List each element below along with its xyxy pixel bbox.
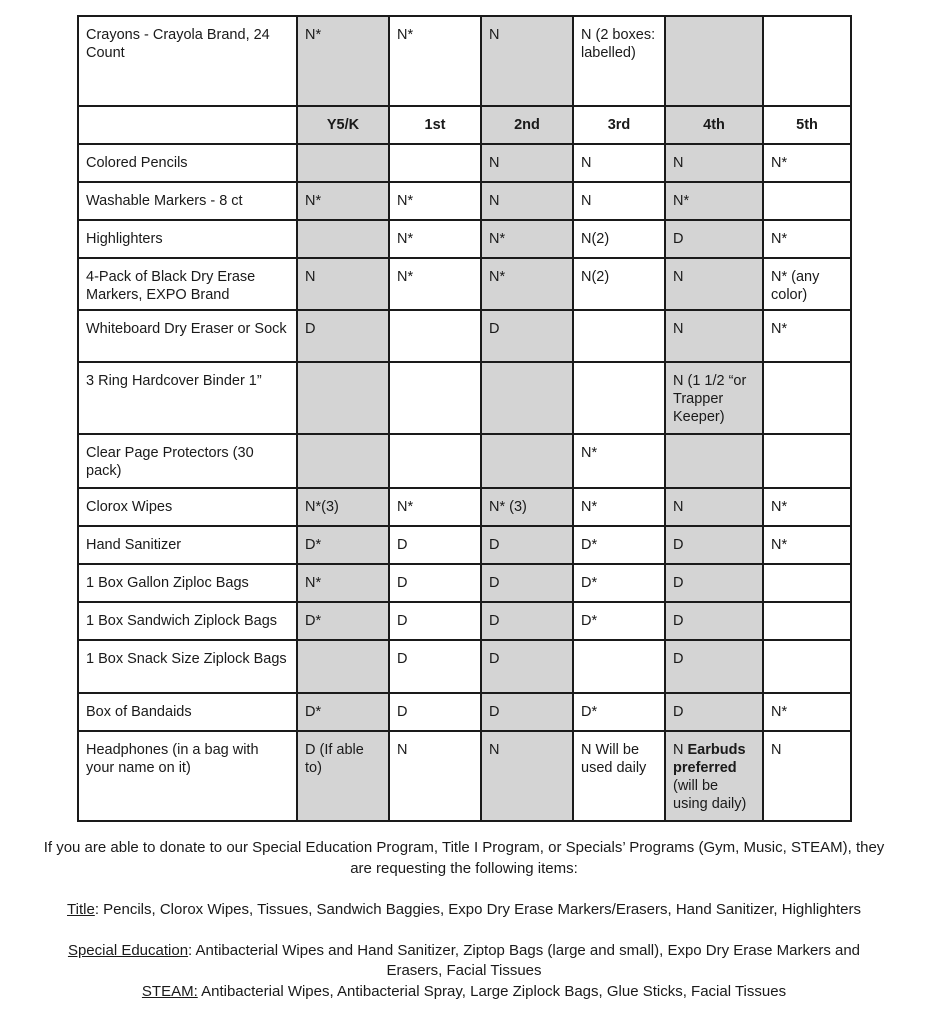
cell-value: N* (3) bbox=[489, 499, 527, 515]
item-name-cell: Box of Bandaids bbox=[78, 693, 297, 731]
grade-value-cell bbox=[573, 731, 665, 821]
grade-value-cell bbox=[389, 258, 481, 310]
cell-value: D bbox=[489, 651, 500, 667]
cell-value: N bbox=[673, 742, 684, 758]
grade-value-cell bbox=[665, 362, 763, 434]
cell-value: D bbox=[673, 575, 684, 591]
grade-value-cell bbox=[481, 220, 573, 258]
grade-value-cell bbox=[763, 731, 851, 821]
grade-value-cell bbox=[665, 182, 763, 220]
grade-value-cell bbox=[481, 526, 573, 564]
grade-value-cell bbox=[389, 144, 481, 182]
cell-value: D bbox=[673, 231, 684, 247]
cell-value: D bbox=[397, 651, 408, 667]
grade-value-cell bbox=[665, 640, 763, 693]
cell-value: D* bbox=[305, 537, 322, 553]
grade-value-cell bbox=[297, 362, 389, 434]
grade-value-cell bbox=[297, 310, 389, 362]
grade-header: 5th bbox=[763, 106, 851, 144]
cell-value: N* bbox=[489, 269, 506, 285]
cell-value: D bbox=[489, 613, 500, 629]
grade-value-cell bbox=[665, 434, 763, 488]
item-name-cell: Crayons - Crayola Brand, 24 Count bbox=[78, 16, 297, 106]
item-name-cell: Whiteboard Dry Eraser or Sock bbox=[78, 310, 297, 362]
cell-value: N* bbox=[397, 231, 414, 247]
table-row bbox=[78, 16, 851, 106]
grade-value-cell bbox=[389, 220, 481, 258]
grade-header: 1st bbox=[389, 106, 481, 144]
grade-value-cell bbox=[481, 182, 573, 220]
grade-header: Y5/K bbox=[297, 106, 389, 144]
cell-value: N (2 boxes: labelled) bbox=[581, 27, 656, 61]
grade-value-cell bbox=[389, 693, 481, 731]
cell-note: (will be using daily) bbox=[673, 778, 747, 812]
table-row bbox=[78, 258, 851, 310]
grade-value-cell bbox=[665, 693, 763, 731]
cell-value: D (If able to) bbox=[305, 742, 364, 776]
cell-value: N* bbox=[397, 499, 414, 515]
cell-value: D* bbox=[305, 613, 322, 629]
cell-value: N* bbox=[489, 231, 506, 247]
table-row bbox=[78, 434, 851, 488]
grade-value-cell bbox=[481, 640, 573, 693]
title-program-items: : Pencils, Clorox Wipes, Tissues, Sandwich Baggies, Expo Dry Erase Markers/Erasers, Hand Sanitizer, Highlighters bbox=[94, 901, 861, 918]
grade-value-cell bbox=[573, 258, 665, 310]
cell-value: N Will be used daily bbox=[581, 742, 647, 776]
cell-value: N* (any color) bbox=[771, 269, 820, 303]
cell-value: D bbox=[673, 704, 684, 720]
cell-value: D* bbox=[581, 537, 598, 553]
table-row bbox=[78, 693, 851, 731]
grade-value-cell bbox=[481, 434, 573, 488]
cell-value: N bbox=[489, 193, 500, 209]
cell-value: N bbox=[397, 742, 408, 758]
item-name-cell: Clorox Wipes bbox=[78, 488, 297, 526]
grade-value-cell bbox=[481, 731, 573, 821]
grade-value-cell bbox=[763, 310, 851, 362]
grade-value-cell bbox=[481, 16, 573, 106]
grade-value-cell bbox=[763, 220, 851, 258]
cell-value: N* bbox=[771, 231, 788, 247]
cell-value: N bbox=[581, 155, 592, 171]
cell-value: N bbox=[305, 269, 316, 285]
cell-value: N* bbox=[673, 193, 690, 209]
grade-value-cell bbox=[665, 602, 763, 640]
steam-items: Antibacterial Wipes, Antibacterial Spray, Large Ziplock Bags, Glue Sticks, Facial Tissues bbox=[197, 982, 787, 1000]
table-row bbox=[78, 220, 851, 258]
cell-value: N* bbox=[771, 321, 788, 337]
title-program-line bbox=[40, 900, 888, 921]
cell-value: N* bbox=[397, 193, 414, 209]
cell-value: N* bbox=[771, 155, 788, 171]
table-row bbox=[78, 488, 851, 526]
grade-value-cell bbox=[763, 16, 851, 106]
cell-value: D bbox=[673, 651, 684, 667]
cell-value: N bbox=[489, 27, 500, 43]
donation-intro: If you are able to donate to our Special Education Program, Title I Program, or Specials’ Programs (Gym, Music, STEAM), they are requesting the following items: bbox=[43, 839, 885, 877]
grade-value-cell bbox=[297, 602, 389, 640]
cell-value: D bbox=[397, 613, 408, 629]
grade-value-cell bbox=[665, 258, 763, 310]
grade-value-cell bbox=[665, 144, 763, 182]
grade-value-cell bbox=[297, 731, 389, 821]
grade-value-cell bbox=[763, 526, 851, 564]
grade-value-cell bbox=[763, 602, 851, 640]
grade-value-cell bbox=[389, 362, 481, 434]
grade-value-cell bbox=[389, 488, 481, 526]
grade-value-cell bbox=[389, 434, 481, 488]
cell-value: N*(3) bbox=[305, 499, 339, 515]
table-row bbox=[78, 526, 851, 564]
grade-value-cell bbox=[573, 182, 665, 220]
grade-value-cell bbox=[389, 182, 481, 220]
cell-value: D bbox=[397, 704, 408, 720]
grade-value-cell bbox=[573, 144, 665, 182]
grade-value-cell bbox=[481, 488, 573, 526]
grade-value-cell bbox=[573, 16, 665, 106]
grade-value-cell bbox=[481, 693, 573, 731]
cell-value: N bbox=[673, 499, 684, 515]
cell-value: N* bbox=[771, 704, 788, 720]
grade-value-cell bbox=[389, 310, 481, 362]
grade-value-cell bbox=[573, 526, 665, 564]
steam-label: STEAM: bbox=[141, 982, 198, 1000]
grade-value-cell bbox=[573, 220, 665, 258]
grade-value-cell bbox=[389, 731, 481, 821]
cell-value: N(2) bbox=[581, 231, 610, 247]
grade-value-cell bbox=[573, 640, 665, 693]
grade-value-cell bbox=[573, 602, 665, 640]
school-supply-table bbox=[77, 15, 852, 822]
cell-value: D bbox=[489, 704, 500, 720]
cell-value: N* bbox=[581, 499, 598, 515]
grade-value-cell bbox=[297, 220, 389, 258]
grade-value-cell bbox=[389, 526, 481, 564]
table-row bbox=[78, 182, 851, 220]
cell-value: N bbox=[489, 155, 500, 171]
grade-value-cell bbox=[665, 488, 763, 526]
grade-value-cell bbox=[389, 564, 481, 602]
cell-value: D bbox=[489, 321, 500, 337]
title-program-label: Title bbox=[67, 901, 95, 918]
grade-value-cell bbox=[481, 144, 573, 182]
grade-value-cell bbox=[763, 564, 851, 602]
cell-emphasis: Earbuds preferred bbox=[673, 742, 746, 776]
cell-value: N bbox=[673, 269, 684, 285]
cell-value: D bbox=[673, 613, 684, 629]
grade-value-cell bbox=[297, 434, 389, 488]
grade-value-cell bbox=[763, 144, 851, 182]
item-name-cell: Highlighters bbox=[78, 220, 297, 258]
cell-value: N* bbox=[305, 193, 322, 209]
table-row bbox=[78, 731, 851, 821]
item-name-cell: 4-Pack of Black Dry Erase Markers, EXPO Brand bbox=[78, 258, 297, 310]
grade-value-cell bbox=[389, 602, 481, 640]
grade-value-cell bbox=[389, 640, 481, 693]
special-education-label: Special Education bbox=[67, 941, 189, 959]
cell-value: D bbox=[305, 321, 316, 337]
cell-value: N bbox=[673, 155, 684, 171]
cell-value: N bbox=[489, 742, 500, 758]
cell-value: N* bbox=[771, 537, 788, 553]
grade-value-cell bbox=[763, 182, 851, 220]
cell-value: D bbox=[489, 537, 500, 553]
grade-value-cell bbox=[665, 731, 763, 821]
item-name-cell: Headphones (in a bag with your name on it) bbox=[78, 731, 297, 821]
cell-value: N* bbox=[305, 27, 322, 43]
grade-value-cell bbox=[763, 693, 851, 731]
grade-header: 3rd bbox=[573, 106, 665, 144]
grade-value-cell bbox=[573, 310, 665, 362]
cell-value: N* bbox=[397, 27, 414, 43]
grade-value-cell bbox=[573, 434, 665, 488]
grade-value-cell bbox=[763, 434, 851, 488]
steam-line bbox=[40, 982, 888, 1003]
grade-value-cell bbox=[297, 182, 389, 220]
donation-notes bbox=[40, 838, 888, 1002]
grade-value-cell bbox=[763, 640, 851, 693]
cell-value: D bbox=[397, 537, 408, 553]
table-row bbox=[78, 640, 851, 693]
cell-value: D* bbox=[581, 613, 598, 629]
cell-value: N(2) bbox=[581, 269, 610, 285]
cell-value: N* bbox=[581, 445, 598, 461]
item-name-cell: Colored Pencils bbox=[78, 144, 297, 182]
item-name-cell: 3 Ring Hardcover Binder 1” bbox=[78, 362, 297, 434]
table-row bbox=[78, 362, 851, 434]
grade-value-cell bbox=[481, 362, 573, 434]
cell-value: N* bbox=[397, 269, 414, 285]
cell-value: D* bbox=[305, 704, 322, 720]
grade-value-cell bbox=[573, 362, 665, 434]
grade-value-cell bbox=[665, 564, 763, 602]
table-row bbox=[78, 602, 851, 640]
grade-value-cell bbox=[763, 362, 851, 434]
cell-value: N* bbox=[771, 499, 788, 515]
grade-value-cell bbox=[665, 220, 763, 258]
grade-value-cell bbox=[389, 16, 481, 106]
table-row bbox=[78, 310, 851, 362]
grade-value-cell bbox=[297, 693, 389, 731]
cell-value: N (1 1/2 “or Trapper Keeper) bbox=[673, 373, 747, 425]
item-name-cell: 1 Box Gallon Ziploc Bags bbox=[78, 564, 297, 602]
grade-value-cell bbox=[573, 564, 665, 602]
cell-value: D bbox=[673, 537, 684, 553]
grade-header-row bbox=[78, 106, 851, 144]
grade-value-cell bbox=[481, 602, 573, 640]
cell-value: D* bbox=[581, 704, 598, 720]
grade-value-cell bbox=[297, 16, 389, 106]
special-education-line bbox=[40, 941, 888, 982]
special-education-items: : Antibacterial Wipes and Hand Sanitizer, Ziptop Bags (large and small), Expo Dry Erase Markers and Erasers, Facial Tissues bbox=[188, 941, 861, 979]
header-item-cell bbox=[78, 106, 297, 144]
grade-value-cell bbox=[665, 310, 763, 362]
cell-value: D bbox=[397, 575, 408, 591]
grade-value-cell bbox=[573, 693, 665, 731]
grade-value-cell bbox=[573, 488, 665, 526]
cell-value: N bbox=[673, 321, 684, 337]
cell-value: D* bbox=[581, 575, 598, 591]
table-row bbox=[78, 144, 851, 182]
grade-value-cell bbox=[481, 258, 573, 310]
grade-value-cell bbox=[665, 526, 763, 564]
item-name-cell: 1 Box Sandwich Ziplock Bags bbox=[78, 602, 297, 640]
cell-value: N bbox=[581, 193, 592, 209]
table-row bbox=[78, 564, 851, 602]
item-name-cell: Hand Sanitizer bbox=[78, 526, 297, 564]
grade-value-cell bbox=[297, 258, 389, 310]
cell-value: N* bbox=[305, 575, 322, 591]
grade-header: 4th bbox=[665, 106, 763, 144]
grade-value-cell bbox=[665, 16, 763, 106]
grade-value-cell bbox=[763, 488, 851, 526]
grade-value-cell bbox=[297, 640, 389, 693]
grade-header: 2nd bbox=[481, 106, 573, 144]
grade-value-cell bbox=[297, 144, 389, 182]
grade-value-cell bbox=[297, 488, 389, 526]
grade-value-cell bbox=[297, 526, 389, 564]
item-name-cell: 1 Box Snack Size Ziplock Bags bbox=[78, 640, 297, 693]
grade-value-cell bbox=[297, 564, 389, 602]
item-name-cell: Clear Page Protectors (30 pack) bbox=[78, 434, 297, 488]
grade-value-cell bbox=[763, 258, 851, 310]
cell-value: N bbox=[771, 742, 782, 758]
item-name-cell: Washable Markers - 8 ct bbox=[78, 182, 297, 220]
grade-value-cell bbox=[481, 564, 573, 602]
cell-value: D bbox=[489, 575, 500, 591]
grade-value-cell bbox=[481, 310, 573, 362]
